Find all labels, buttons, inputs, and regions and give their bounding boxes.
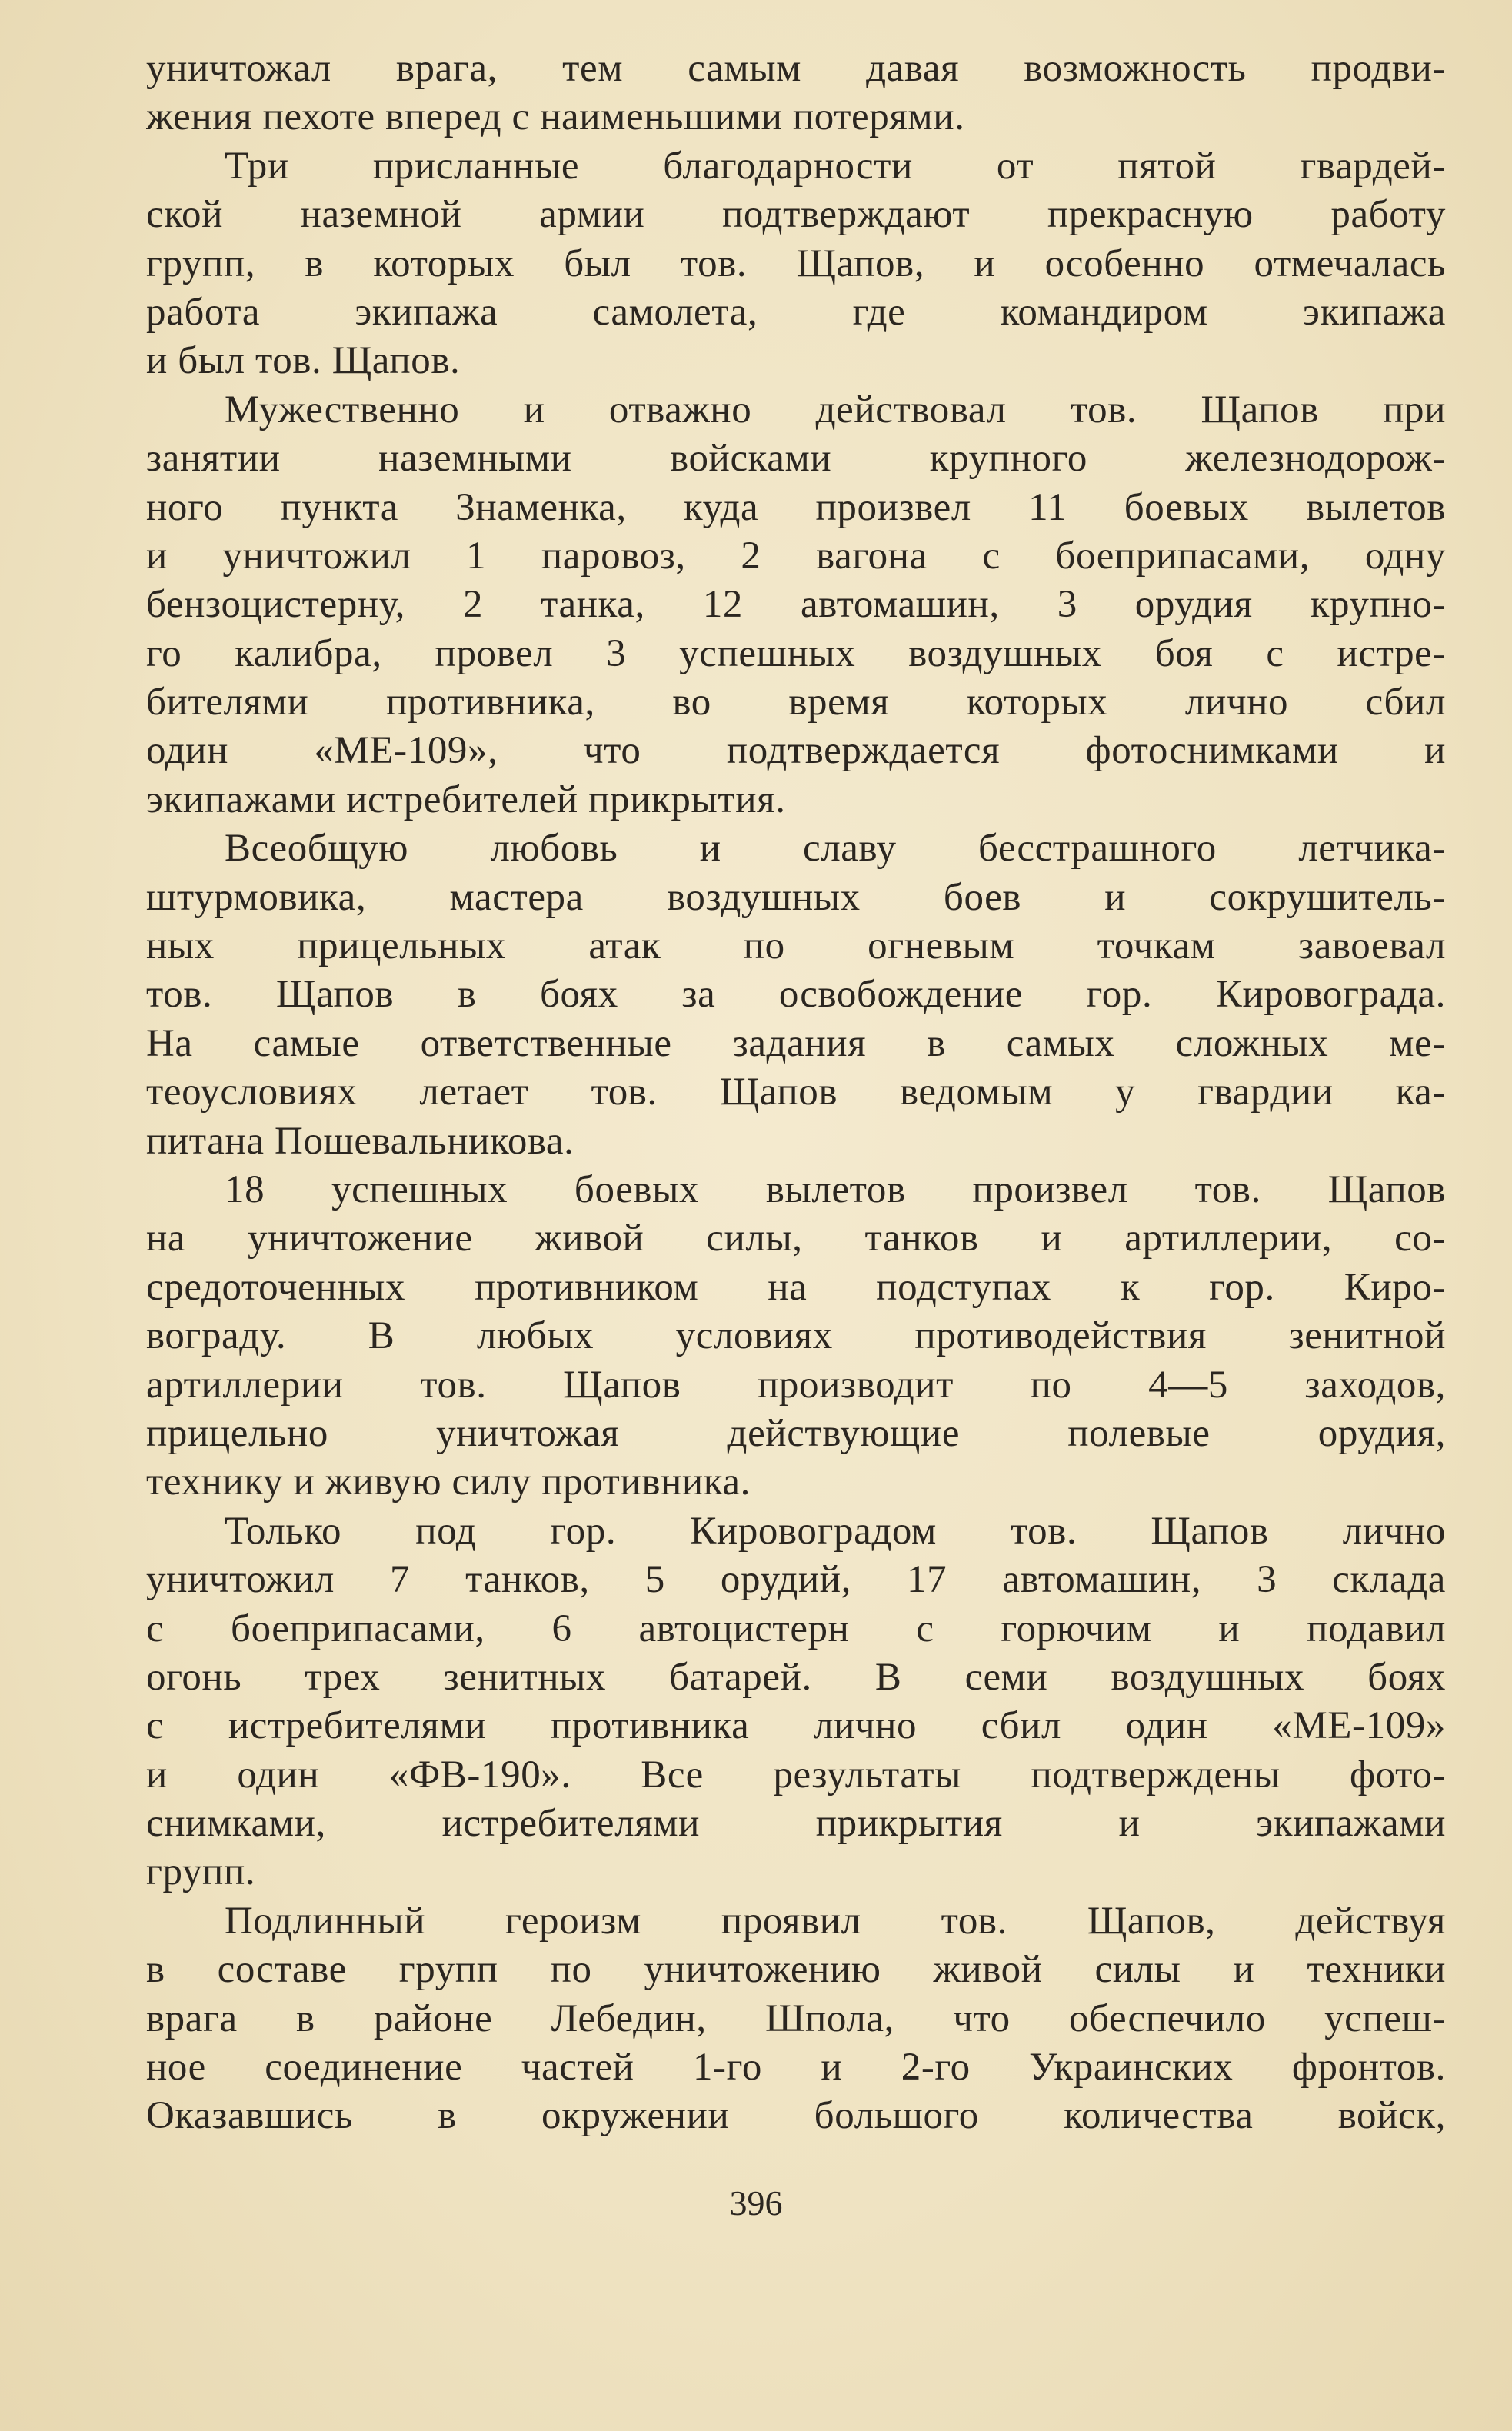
text-line: Оказавшись в окружении большого количества войск, (146, 2094, 1446, 2138)
text-line: Три присланные благодарности от пятой гвардей- (225, 144, 1446, 188)
text-line: прицельно уничтожая действующие полевые орудия, (146, 1411, 1446, 1455)
body-text (146, 45, 1446, 2141)
text-line: огонь трех зенитных батарей. В семи воздушных боях (146, 1655, 1446, 1699)
text-line: и был тов. Щапов. (146, 339, 461, 383)
text-line: уничтожил 7 танков, 5 орудий, 17 автомашин, 3 склада (146, 1558, 1446, 1602)
text-line: бителями противника, во время которых лично сбил (146, 681, 1446, 724)
text-line: бензоцистерну, 2 танка, 12 автомашин, 3 орудия крупно- (146, 583, 1446, 627)
text-line: питана Пошевальникова. (146, 1119, 574, 1163)
text-line: штурмовика, мастера воздушных боев и сокрушитель- (146, 875, 1446, 919)
page-number: 396 (729, 2183, 783, 2223)
text-line: На самые ответственные задания в самых сложных ме- (146, 1021, 1446, 1065)
text-line: и уничтожил 1 паровоз, 2 вагона с боеприпасами, одну (146, 534, 1446, 578)
text-line: технику и живую силу противника. (146, 1460, 751, 1504)
text-line: и один «ФВ-190». Все результаты подтверждены фото- (146, 1753, 1446, 1797)
text-line: ных прицельных атак по огневым точкам завоевал (146, 924, 1446, 968)
text-line: тов. Щапов в боях за освобождение гор. Кировограда. (146, 973, 1446, 1017)
text-line: вограду. В любых условиях противодействия зенитной (146, 1314, 1446, 1358)
text-line: жения пехоте вперед с наименьшими потерями. (146, 95, 965, 139)
text-line: теоусловиях летает тов. Щапов ведомым у гвардии ка- (146, 1071, 1446, 1114)
text-line: Подлинный героизм проявил тов. Щапов, действуя (225, 1899, 1446, 1943)
text-line: один «МЕ-109», что подтверждается фотоснимками и (146, 729, 1446, 773)
text-line: ской наземной армии подтверждают прекрасную работу (146, 193, 1446, 237)
text-line: врага в районе Лебедин, Шпола, что обеспечило успеш- (146, 1996, 1446, 2040)
text-line: занятии наземными войсками крупного железнодорож- (146, 437, 1446, 481)
text-line: Всеобщую любовь и славу бесстрашного летчика- (225, 827, 1446, 871)
text-line: снимками, истребителями прикрытия и экипажами (146, 1802, 1446, 1846)
text-line: Только под гор. Кировоградом тов. Щапов лично (225, 1509, 1446, 1553)
text-line: с истребителями противника лично сбил один «МЕ-109» (146, 1704, 1446, 1748)
text-line: ного пункта Знаменка, куда произвел 11 боевых вылетов (146, 485, 1446, 529)
text-line: групп. (146, 1850, 256, 1894)
text-line: экипажами истребителей прикрытия. (146, 778, 786, 821)
text-line: Мужественно и отважно действовал тов. Щапов при (225, 388, 1446, 431)
text-line: артиллерии тов. Щапов производит по 4—5 заходов, (146, 1363, 1446, 1407)
text-line: 18 успешных боевых вылетов произвел тов. Щапов (225, 1167, 1446, 1211)
text-line: с боеприпасами, 6 автоцистерн с горючим и подавил (146, 1607, 1446, 1650)
text-line: групп, в которых был тов. Щапов, и особенно отмечалась (146, 241, 1446, 285)
text-line: уничтожал врага, тем самым давая возможность продви- (146, 47, 1446, 90)
text-line: го калибра, провел 3 успешных воздушных боя с истре- (146, 631, 1446, 675)
text-line: на уничтожение живой силы, танков и артиллерии, со- (146, 1217, 1446, 1260)
text-line: средоточенных противником на подступах к гор. Киро- (146, 1265, 1446, 1309)
text-line: ное соединение частей 1-го и 2-го Украинских фронтов. (146, 2046, 1446, 2090)
text-line: работа экипажа самолета, где командиром экипажа (146, 290, 1446, 334)
text-line: в составе групп по уничтожению живой силы и техники (146, 1948, 1446, 1992)
